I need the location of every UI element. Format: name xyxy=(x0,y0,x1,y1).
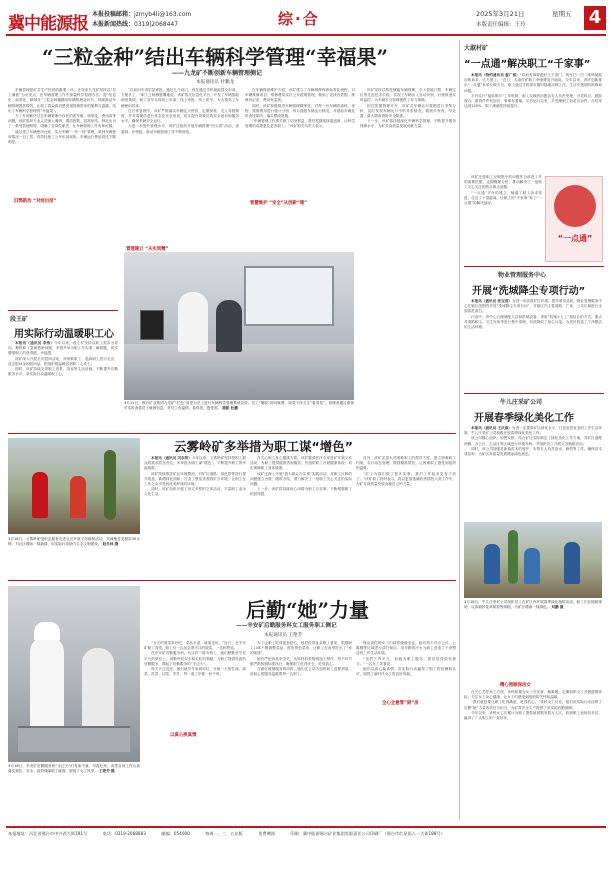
lead-byline: 本报通讯员 杜鹏龙 xyxy=(196,80,235,85)
photo-counter xyxy=(124,344,354,400)
yunwu-title: 云雾岭矿多举措为职工谋“增色” xyxy=(174,439,353,454)
right-mid-rule xyxy=(464,266,604,267)
footer xyxy=(8,831,604,837)
phone-label: 本报新闻热线： xyxy=(92,21,135,28)
section-label: 综·合 xyxy=(278,10,320,28)
issue-date: 2025年3月21日 xyxy=(476,10,525,18)
feature-subtitle: ——辛安矿后勤服务科女工服务职工侧记 xyxy=(236,623,337,629)
art-circle xyxy=(554,185,596,227)
photo-tree xyxy=(104,450,116,520)
photo-worker-3 xyxy=(564,542,580,584)
lead-text-col-1: 车辆管理是矿井生产经营的重要一环，近年来九龙矿坚持以“员工满意”为出发点，在车辆管理工作中探索科学管理办法，将“信息化、标准化、精细化”三粒金种播撒到车辆管理各环节，持续推动车辆管理提质增效，让职工群众真切感受到管理带来的便利与温暖，结出了车辆科学管理的“幸福果”。 为了有效解决过去车辆管理中存在的派车难、调度乱、费用高等问题，该矿组织专业人员深入调研，摸清底数，找准症结，制定出台了一系列管理制度，明确了各岗位职责，让车辆管理工作有章可循。 通过建立车辆使用台账、实行车辆“一车一档”管理，做到车辆使用情况一目了然，有效杜绝了公车私用现象，车辆运行费用同比下降明显。 xyxy=(8,88,116,145)
right-col-divider xyxy=(459,40,460,820)
right-low-rule xyxy=(464,393,604,394)
photo-volunteer-2 xyxy=(70,476,86,518)
lead-text-col-3: 在车辆保养维护方面，该矿建立了车辆维修保养标准化流程，对车辆维修项目、维修费用实行公开透明管理，做到了花钱有依据、维修有记录、费用有监督。 同时，该矿积极推进车辆管理精细化，对每一台车辆的油耗、里程、维修费用进行统计分析，每月通报车辆运行情况，对超标车辆及时查找原因，落实整改措施。 “车辆管理工作事关职工切身利益，我们将继续探索创新，让科学管理的成果惠及更多职工。”该矿相关负责人表示。 xyxy=(245,88,355,129)
right-low-byline: 本报讯（通讯员 王庆威） xyxy=(471,426,512,430)
right-low-title: 开展春季绿化美化工作 xyxy=(474,413,574,424)
photo-volunteer-1 xyxy=(32,472,48,518)
email-address: jzmyb4li@163.com xyxy=(134,11,192,18)
yunwu-credit: 赵冬林 摄 xyxy=(102,542,119,546)
feature-rule xyxy=(8,580,456,581)
lead-text-col-2: “以前用车得层层审批，跑好几个部门，现在通过手机就能提交申请，方便多了。”职工王师傅感慨地说。该矿依托信息化平台，开发了车辆智能调度系统，职工用车实现线上申请、线上审批、线上派车，大大提高了车辆使用效率。 在日常管理中，该矿严格落实车辆定点停放、定期保养、定人驾驶制度，并对驾驶员进行常态化安全培训，切实提升驾驶员的安全意识和服务水平，确保车辆安全运行。 为进一步提升管理水平，该矿还组织开展车辆管理“回头看”活动，查漏洞、补短板，推动车辆管理工作不断规范。 xyxy=(121,88,239,134)
footer-rule xyxy=(6,826,606,828)
right-bottom-text: 在关心关爱女工方面，该科积极为女工办实事、解难题，定期组织女工开展健康体检，关注女工身心健康，让女工们感受到组织的关怀和温暖。 “我们就是要让职工吃得满意、吃得放心。”该科女工们说。她们用实际行动诠释了后勤“她”力量的责任与担当，为矿井安全生产提供了坚实的后勤保障。 今年以来，该科女工们累计为职工提供就餐服务数万人次，收到职工表扬信多封，赢得了广大职工的一致好评。 xyxy=(464,690,602,721)
yunwu-photo-caption xyxy=(8,537,140,573)
yunwu-text-3: 此外，该矿还加大对困难职工的帮扶力度，建立困难职工档案，实行动态管理，做到精准帮扶，让困难职工感受到组织的温暖。 “矿上为我们做了很多实事，我们工作起来更有干劲了。”该矿职工纷纷表示，将以更加饱满的热情投入到工作中，为矿井高质量发展贡献自己的力量。 xyxy=(356,456,456,487)
right-top-text-1: 本报讯（特约通讯员 翟广泰）“以前有事要跑好几个部门，现在扫一扫二维码就能反映诉求，太方便了。”近日，大淑村矿职工李师傅高兴地说。今年以来，该矿创新推出“一点通”诉求反映平台，职工通过手机即可随时随地反映工作、生活中遇到的困难和问题。 平台实行“接诉即办”工作机制，职工反映的问题由专人负责受理、分类转办、跟踪督办，做到件件有回音、事事有着落。平台运行以来，共受理职工诉求百余件，办结率达到100%，职工满意度持续提升。 xyxy=(464,73,602,109)
lead-subhead-1: 旧弊新治 “对症出招” xyxy=(14,199,57,204)
lead-title: “三粒金种”结出车辆科学管理“幸福果” xyxy=(42,45,389,69)
right-low-credit: 刘鹏 摄 xyxy=(551,605,564,609)
page-number: 4 xyxy=(584,6,606,30)
right-low-caption xyxy=(464,600,602,620)
right-top-art xyxy=(545,176,603,262)
phone-line xyxy=(92,19,178,28)
footer-address: 本报地址：河北省邢台市中兴西大街191号 xyxy=(8,831,88,836)
lead-photo-canteen xyxy=(124,252,354,400)
lead-photo-credit: 摄影 杜鹏 xyxy=(222,406,238,410)
right-top-byline: 本报讯（特约通讯员 翟广泰） xyxy=(471,73,520,77)
lead-photo-caption xyxy=(124,401,354,429)
left-title: 用实际行动温暖职工心 xyxy=(14,329,114,340)
feature-byline: 本报通讯员 王艳芳 xyxy=(264,633,303,638)
page-editor: 本版责任编辑：王玲 xyxy=(476,22,526,28)
lead-subtitle: ——九龙矿不断创新车辆管理侧记 xyxy=(172,70,263,77)
left-text: 本报讯（通讯员 李伟）今年以来，段王矿坚持以职工需求为导向，聚焦职工急难愁盼问题，多措并举为职工办实事、解难题，切实增强职工的获得感、幸福感。 该矿深入开展走访慰问活动，对困难职工、患病职工进行走访，送去慰问金和慰问品，把组织的温暖送到职工心坎上。 同时，该矿持续完善职工食堂、浴室等生活设施，不断提升后勤服务水平，用实际行动温暖职工心。 xyxy=(8,341,118,377)
left-kicker: 段王矿 xyxy=(10,316,29,323)
feature-subhead-1: 以真心换真情 xyxy=(170,733,197,738)
right-mid-byline: 本报讯（通讯员 张宝春） xyxy=(471,299,512,303)
photo-person-b xyxy=(216,300,242,352)
right-low-caption-text: 3月18日，牛儿庄采矿公司组织员工在矿区内开展春季绿化植树活动，职工们在植树现场，认真栽种花草树苗等绿植，为矿区增添一抹绿色。 xyxy=(464,600,602,609)
photo-screen xyxy=(140,310,164,340)
yunwu-photo-left xyxy=(8,438,140,534)
right-low-kicker: 牛儿庄采矿公司 xyxy=(500,399,543,406)
left-byline: 本报讯（通讯员 李伟） xyxy=(15,341,55,345)
lead-subhead-2: 管理建立 “从实到精” xyxy=(126,247,169,252)
masthead xyxy=(6,6,606,34)
yunwu-caption-text: 3月18日，云雾岭矿组织志愿者走进社区开展义务植树活动，共栽植各类树苗30余株，为社区增添一抹新绿，用实际行动助力生态文明建设。 xyxy=(8,537,140,546)
photo-steam-tray xyxy=(18,726,130,752)
photo-cook-2 xyxy=(82,648,114,730)
feature-photo-kitchen xyxy=(8,586,140,762)
newspaper-logo xyxy=(8,8,90,34)
right-top-title: “一点通”解决职工“千家事” xyxy=(464,59,591,70)
feature-text-col-2: 为了让职工吃得更加舒心，她们经常征求职工意见，根据职工口味不断调整菜品，推出特色菜肴，让职工在食堂吃出了“家的味道”。 她们严把食品安全关，从原材料采购到加工制作，每个环节都严格按照标准执行，确保职工吃得安全、吃得放心。 在做好就餐服务的同时，她们还主动为加班职工送餐到岗，用贴心的服务温暖着每一名职工。 xyxy=(250,641,352,677)
photo-cook-hat xyxy=(34,622,60,640)
photo-person-a xyxy=(178,292,208,352)
art-text: “一点通” xyxy=(557,234,593,243)
yunwu-rule xyxy=(8,433,456,434)
photo-worker-1 xyxy=(484,544,500,584)
footer-schedule: 每周一、三、五出版 xyxy=(205,831,243,836)
phone-number: 0319|2068447 xyxy=(134,21,179,28)
issue-weekday: 星期五 xyxy=(552,10,572,18)
yunwu-byline: 本报讯（通讯员 闫东哲） xyxy=(151,456,192,460)
yunwu-text-2: 在关心职工身心健康方面，该矿邀请医疗专家进矿开展义诊活动，为职工提供健康咨询服务，并组织职工开展健康体检，切实保障职工身体健康。 该矿还深入开展“我为群众办实事”实践活动，对职工反映的问题建立台账、限时办结，着力解决了一批职工关心关注的实际问题。 下一步，该矿将持续用心用情为职工办实事，不断增强职工的获得感。 xyxy=(250,456,352,497)
right-mid-title: 开展“洗城降尘专项行动” xyxy=(472,286,586,297)
photo-sapling xyxy=(508,530,518,584)
yunwu-text-1: 本报讯（通讯员 闫东哲）今年以来，云雾岭矿坚持把职工群众的需求放在首位，多举措为职工谋“增色”，不断提升职工的幸福指数。 该矿持续推进矿区环境整治，对矿区道路、绿化带等进行提升改造，新增绿化面积，打造了整洁美观的矿区环境，让职工在工作之余享受到优美舒适的环境。 同时，该矿组织开展了形式多样的文体活动，丰富职工业余文化生活。 xyxy=(144,456,246,497)
right-low-photo-planting xyxy=(464,522,602,598)
photo-worker-2 xyxy=(524,548,540,584)
footer-price: 免费赠阅 xyxy=(258,831,275,836)
feature-title: 后勤“她”力量 xyxy=(246,598,370,622)
right-top-text-2: 该矿还将职工反映集中的问题作为改进工作的重要依据，定期梳理分析，推动解决了一批职工关心关注的热点难点问题。 “一点通”平台的建立，畅通了职工诉求渠道，拉近了干群距离，让职工的“千家事”有了“一点通”的解决途径。 xyxy=(464,175,542,206)
right-mid-kicker: 物业管理服务中心 xyxy=(498,272,547,279)
left-section-rule xyxy=(8,310,118,311)
email-line xyxy=(92,9,191,18)
lead-subhead-3: 智慧维护 “安全”从创新“建” xyxy=(250,201,307,206)
lead-photo-caption-text: 3月11日，邢台矿业集团九龙矿“红色”食堂为员工进行车辆科学管理系统宣传，员工“刷脸”即可就餐，饭菜干净卫生“看得见”，管理者通过系统可实时查看员工就餐信息，对员工有温情，看得见，感受到。 xyxy=(124,401,354,410)
footer-printer: 印刷：冀中能源邢台矿业集团有限责任公司印刷厂（邢台市红星街八一大街188号） xyxy=(290,831,445,836)
footer-phone: 电话：0319-2068883 xyxy=(102,831,146,836)
photo-window xyxy=(244,266,334,326)
feature-text-col-3: 保洁岗位的女工们同样兢兢业业，她们每天对办公区、公寓楼等区域进行清扫保洁，用辛勤的汗水为职工营造了干净整洁的工作生活环境。 “虽然工作平凡，但能为职工服务，我们觉得很有意义。”一名女工笑着说。 她们以真心换真情，用实际行动赢得了职工的信赖和认可，展现了新时代女工的良好风貌。 xyxy=(356,641,456,677)
masthead-rule xyxy=(6,34,606,36)
feature-subhead-2: 全心全意管“厨”房 xyxy=(382,701,419,706)
logo-text: 冀中能源报 xyxy=(8,14,88,34)
right-top-kicker: 大淑村矿 xyxy=(464,45,489,52)
footer-postcode: 邮编：054000 xyxy=(161,831,190,836)
feature-subhead-3: 精心照顾保洁女 xyxy=(500,683,531,688)
email-label: 本报投稿邮箱： xyxy=(92,11,135,18)
right-low-text: 本报讯（通讯员 王庆威）为进一步提高矿区绿化水平，打造宜居宜业的工作生活环境，牛儿庄采矿公司积极开展春季绿化美化工作。 该公司精心组织，周密安排，结合矿区实际制定了绿化美化工作方案，对矿区道路两侧、办公区、生活区等区域进行补植补种，并组织员工开展义务植树活动。 同时，该公司加强对新植苗木的管护，安排专人负责浇水、修剪等工作，确保苗木成活率，为矿区高质量发展增添绿色底色。 xyxy=(464,426,602,457)
feature-caption-text: 3月18日，辛安矿后勤服务科“半边天”们有条不紊，可将灶房、食堂各项工作认真落实到位，安全、高效保障职工就餐，展现了女工风采。 xyxy=(8,764,140,773)
feature-text-col-1: “今天的饭菜真好吃，菜品丰富，味道也好。”近日，在辛安矿职工食堂，职工们一边品尝着可口的饭菜，一边称赞道。 在辛安矿后勤服务科，有这样一群女职工，她们默默坚守在平凡的岗位上，用勤劳的双手和无私的奉献，为职工提供优质的后勤服务，撑起了后勤服务的“半边天”。 每天天还没亮，她们就早早来到岗位，开始一天的忙碌，择菜、洗菜、切菜、烹饪，每一道工序都一丝不苟。 xyxy=(144,641,246,677)
feature-credit: 王艳芳 摄 xyxy=(99,769,115,773)
right-mid-text: 本报讯（通讯员 张宝春）为进一步改善矿区环境，提升城市品质，物业管理服务中心在辖区范围内开展“洗城降尘专项行动”，对辖区内主要道路、广场、公共区域进行全面冲洗清扫。 行动中，该中心合理调配人员和机械设备，采取“机械+人工”相结合的方式，重点对道路积尘、卫生死角等进行集中清理，有效降低了扬尘污染，为居民营造了干净整洁的生活环境。 xyxy=(464,299,602,330)
photo-cook-1 xyxy=(30,636,64,728)
feature-photo-caption xyxy=(8,764,140,804)
lead-text-col-4: 该矿坚持以科技赋能车辆管理，引入智能门禁、车辆定位等先进技术手段，实现了车辆出入自动识别、行驶轨迹实时监控，为车辆安全管理提供了有力保障。 依托智慧管理平台，该矿对车辆运行数据进行采集分析，及时发现车辆运行中的异常情况，做到早发现、早处置，最大限度消除安全隐患。 下一步，该矿将持续深化车辆科学管理，不断提升服务保障水平，为矿井高质量发展贡献力量。 xyxy=(360,88,456,129)
